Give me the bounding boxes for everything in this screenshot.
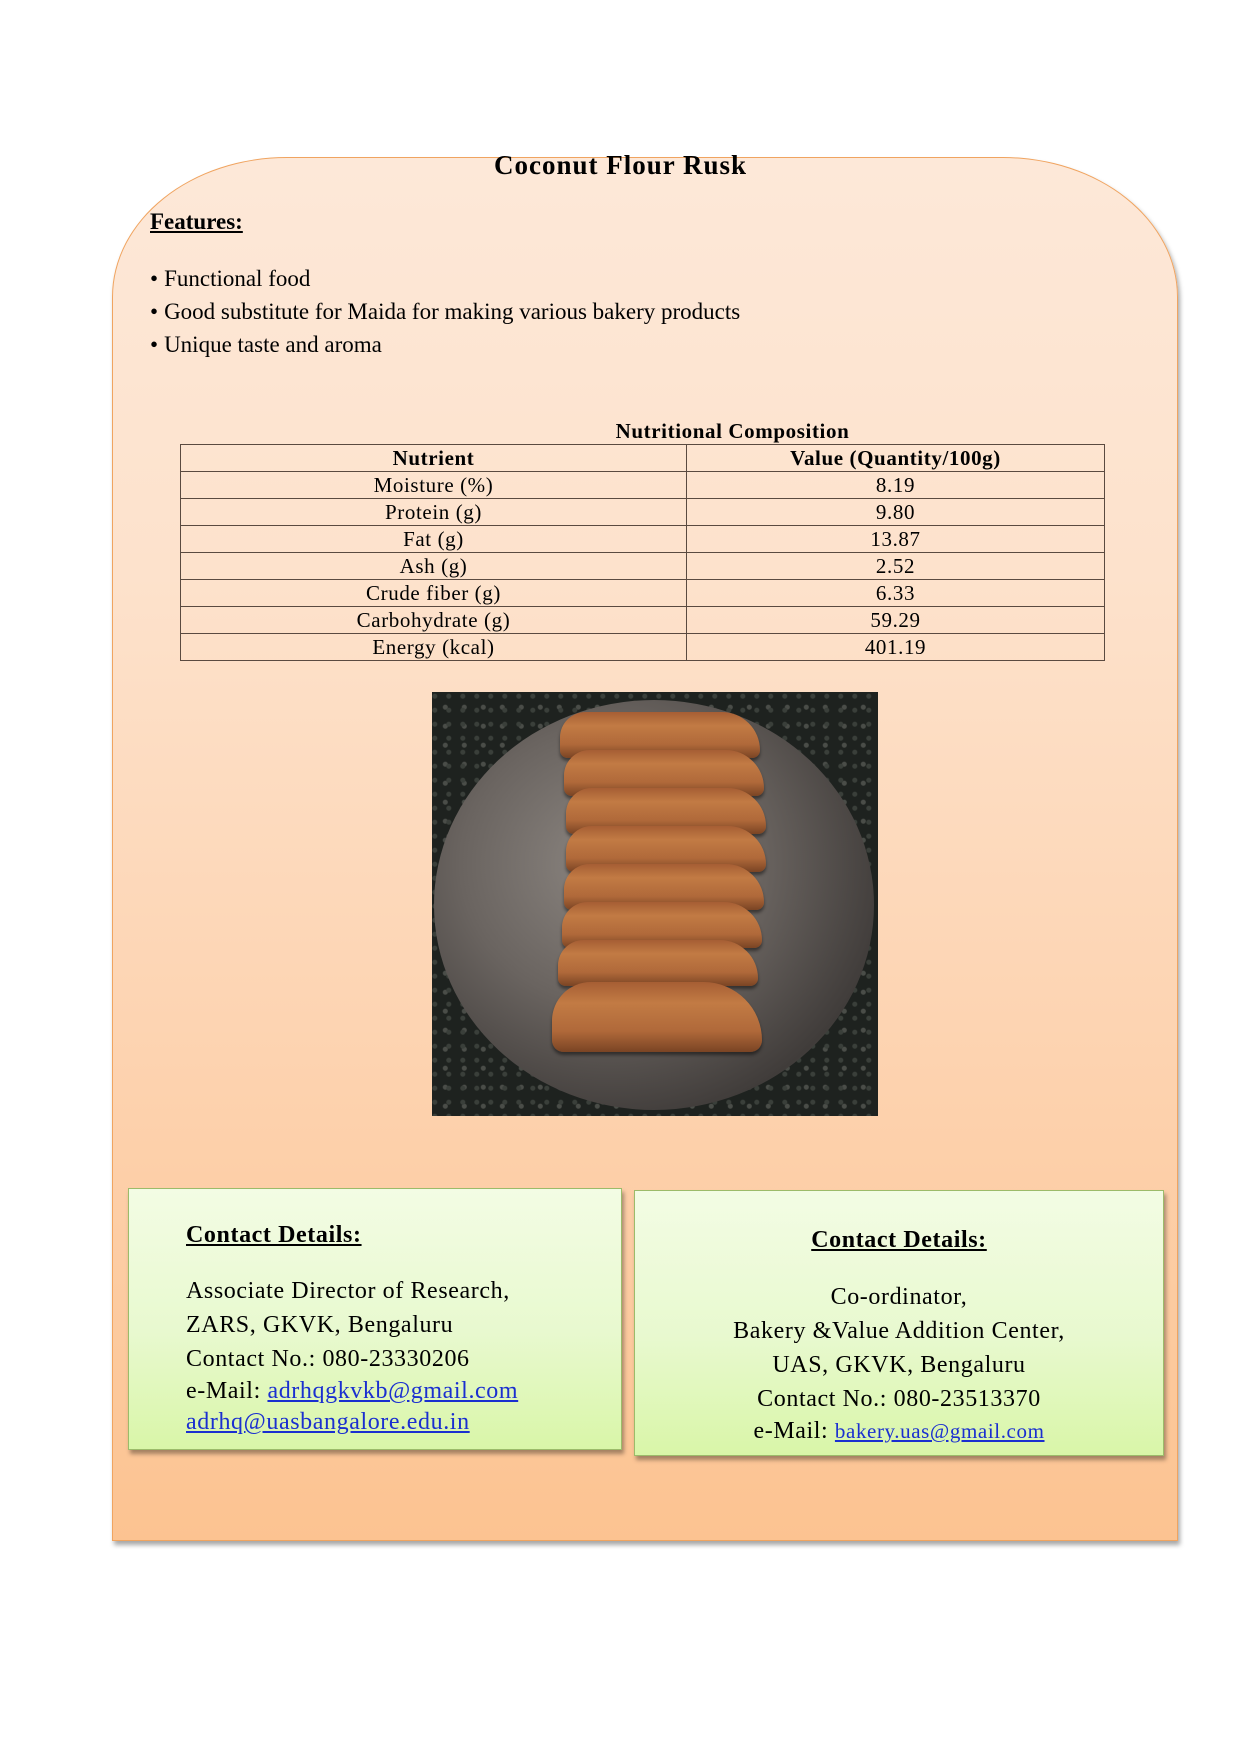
features-heading: Features:: [150, 209, 243, 234]
contact-lines: [186, 1274, 518, 1438]
rusk-slice: [552, 982, 762, 1052]
feature-item: • Good substitute for Maida for making various bakery products: [150, 295, 740, 328]
features-list: [150, 262, 740, 361]
contact-phone: Contact No.: 080-23330206: [186, 1346, 470, 1372]
column-header-nutrient: Nutrient: [181, 445, 687, 472]
table-header-row: [181, 445, 1105, 472]
nutrient-name: Protein (g): [181, 499, 687, 526]
nutrient-value: 2.52: [687, 553, 1105, 580]
contact-address: ZARS, GKVK, Bengaluru: [186, 1312, 454, 1338]
nutrient-value: 13.87: [687, 526, 1105, 553]
table-row: [181, 499, 1105, 526]
contact-title: Co-ordinator,: [830, 1284, 968, 1310]
contact-heading: Contact Details:: [811, 1227, 987, 1253]
nutrient-name: Fat (g): [181, 526, 687, 553]
nutrient-name: Ash (g): [181, 553, 687, 580]
nutrition-table: [180, 444, 1105, 661]
nutrient-name: Energy (kcal): [181, 634, 687, 661]
table-row: [181, 607, 1105, 634]
column-header-value: Value (Quantity/100g): [687, 445, 1105, 472]
contact-email-row: [635, 1416, 1163, 1447]
email-label: e-Mail:: [753, 1418, 835, 1444]
email-link-primary[interactable]: adrhqgkvkb@gmail.com: [267, 1378, 519, 1404]
email-link-secondary[interactable]: adrhq@uasbangalore.edu.in: [186, 1409, 470, 1435]
table-row: [181, 634, 1105, 661]
nutrient-value: 9.80: [687, 499, 1105, 526]
nutrient-value: 8.19: [687, 472, 1105, 499]
page-title: Coconut Flour Rusk: [493, 150, 748, 180]
feature-item: • Functional food: [150, 262, 740, 295]
contact-box-bakery: [634, 1190, 1164, 1456]
contact-lines: [635, 1280, 1163, 1447]
contact-title: Associate Director of Research,: [186, 1278, 510, 1304]
contact-organization: Bakery &Value Addition Center,: [733, 1318, 1065, 1344]
nutrient-name: Crude fiber (g): [181, 580, 687, 607]
contact-email-row: [186, 1376, 518, 1407]
nutrient-value: 59.29: [687, 607, 1105, 634]
contact-heading: Contact Details:: [186, 1222, 362, 1248]
table-caption: Nutritional Composition: [615, 419, 850, 443]
table-row: [181, 472, 1105, 499]
contact-box-research: [128, 1188, 622, 1450]
table-row: [181, 580, 1105, 607]
nutrient-name: Carbohydrate (g): [181, 607, 687, 634]
email-label: e-Mail:: [186, 1378, 268, 1404]
contact-phone: Contact No.: 080-23513370: [757, 1386, 1041, 1412]
product-photo: [432, 692, 878, 1116]
nutrient-value: 401.19: [687, 634, 1105, 661]
feature-item: • Unique taste and aroma: [150, 328, 740, 361]
contact-address: UAS, GKVK, Bengaluru: [772, 1352, 1026, 1378]
nutrient-name: Moisture (%): [181, 472, 687, 499]
nutrient-value: 6.33: [687, 580, 1105, 607]
table-row: [181, 553, 1105, 580]
contact-email-row-2: [186, 1407, 518, 1438]
rusk-slice: [558, 940, 758, 986]
email-link[interactable]: bakery.uas@gmail.com: [834, 1419, 1045, 1443]
table-row: [181, 526, 1105, 553]
